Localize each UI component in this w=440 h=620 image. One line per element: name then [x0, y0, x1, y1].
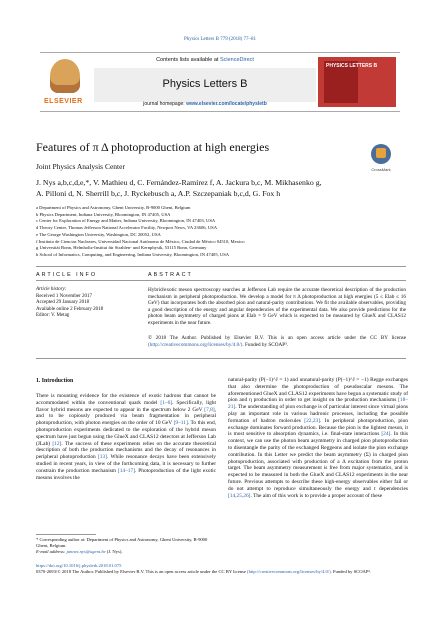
history-label: Article history:: [36, 287, 67, 292]
sciencedirect-link[interactable]: ScienceDirect: [219, 57, 254, 63]
body-text: . Specifically, light flavor hybrid mesons are expected to appear in the spectrum below 2 GeV: [36, 399, 217, 413]
email-line: E-mail address: jannes.nys@ugent.be (J. Nys).: [36, 549, 123, 555]
body-text: . Photoproduction of the light exotic mesons involves the: [36, 467, 216, 481]
affiliation-c: c Center for Exploration of Energy and Matter, Indiana University, Bloomington, IN 47403, USA: [36, 218, 216, 224]
intro-column-right: [228, 377, 408, 499]
citation-link[interactable]: [9–11]: [173, 420, 188, 427]
footnote-rule: [36, 534, 96, 535]
article-title: Features of π Δ photoproduction at high energies: [36, 140, 270, 154]
body-text: . While resonance decays have been extensively studied in recent years, in view of the forthcoming data, it is necessary to further constrain the production mechanism: [36, 454, 216, 474]
intro-column-left: [36, 393, 216, 481]
journal-cover-text: PHYSICS LETTERS B: [326, 63, 378, 69]
received-date: Received 1 November 2017: [36, 293, 92, 299]
citation-link[interactable]: [14–17]: [117, 467, 135, 474]
body-text: . In peripheral photoproduction, pion exchange dominates forward production. Because the pion is the lightest meson, it is most sensitive to absorption dynamics, i.e. final-state interactions: [228, 417, 408, 438]
elsevier-tree-icon: [50, 59, 80, 93]
affiliation-g: g Universität Bonn, Helmholtz-Institut für Strahlen- und Kernphysik, 53115 Bonn, Germany: [36, 245, 207, 251]
citation-link[interactable]: [24]: [381, 431, 391, 438]
citation-link[interactable]: [14,25,26]: [228, 492, 251, 499]
authors-line-2: A. Pilloni d, N. Sherrill b,c, J. Ryckebusch a, A.P. Szczepaniak b,c,d, G. Fox h: [36, 189, 281, 198]
affiliation-e: e The George Washington University, Washington, DC 20052, USA: [36, 231, 161, 237]
elsevier-wordmark: ELSEVIER: [44, 98, 83, 105]
journal-citation[interactable]: Physics Letters B 779 (2018) 77–81: [183, 37, 257, 42]
corresponding-author: * Corresponding author at: Department of Physics and Astronomy, Ghent University, B-9000 Ghent, Belgium.: [36, 537, 208, 549]
section-title: 1. Introduction: [36, 378, 74, 384]
elsevier-logo[interactable]: [44, 57, 86, 107]
citation-link[interactable]: [7,8]: [204, 406, 215, 413]
citation-link[interactable]: [22,23]: [304, 417, 321, 424]
affiliation-a: a Department of Physics and Astronomy, Ghent University, B-9000 Ghent, Belgium: [36, 205, 191, 210]
abstract-heading: ABSTRACT: [148, 272, 193, 278]
body-text: . To this end, photoproduction experiments dedicated to the exploration of the hybrid meson spectrum have just begun using the GlueX and CLAS12 detectors at Jefferson Lab (JLab): [36, 420, 216, 447]
body-text: . The aim of this work is to provide a proper account of these: [250, 492, 383, 499]
contents-prefix: Contents lists available at: [156, 57, 219, 63]
citation-link[interactable]: [18–21]: [228, 397, 408, 411]
affiliation-f: f Instituto de Ciencias Nucleares, Universidad Nacional Autónoma de México, Ciudad de México 04510, Mexico: [36, 238, 245, 244]
body-text: . The understanding of pion exchange is of particular interest since virtual pions play an important role in various hadronic processes, including the possible formation of hadron molecules: [228, 404, 408, 424]
authors-line-1: J. Nys a,b,c,d,e,*, V. Mathieu d, C. Fernández-Ramírez f, A. Jackura b,c, M. Mikhasenko g,: [36, 178, 322, 187]
email-link[interactable]: jannes.nys@ugent.be: [66, 549, 106, 555]
collaboration-name: Joint Physics Analysis Center: [36, 162, 125, 171]
body-text: There is mounting evidence for the existence of exotic hadrons that cannot be accommodated within the conventional quark model: [36, 393, 216, 406]
article-info-heading: ARTICLE INFO: [36, 272, 98, 278]
journal-homepage: journal homepage: www.elsevier.com/locate/physletb: [143, 101, 267, 107]
homepage-link[interactable]: www.elsevier.com/locate/physletb: [186, 101, 267, 107]
license-link[interactable]: (http://creativecommons.org/licenses/by/4.0/): [148, 341, 243, 348]
abstract-text: Hybrid/exotic meson spectroscopy searches at Jefferson Lab require the accurate theoretical description of the production mechanism in peripheral photoproduction. We develop a model for π Δ photoproduction at high energies (5 ≤ Elab ≤ 16 GeV) that incorporates both the absorbed pion and natural-parity contributions. We fit the available observables, providing a good description of the energy and angular dependencies of the experimental data. We also provide predictions for the photon beam asymmetry of charged pions at Elab = 9 GeV which is expected to be measured by GlueX and CLAS12 experiments in the near future.: [148, 287, 406, 326]
affiliation-h: h School of Informatics, Computing, and Engineering, Indiana University, Bloomington, IN 47405, USA: [36, 251, 230, 257]
body-text: natural-parity (P(−1)^J = 1) and unnatural-parity (P(−1)^J = −1) Regge exchanges that also determine the photoproduction of pseudoscalar mesons. The aforementioned GlueX and CLAS12 experiments have begun a systematic study of pion and η production in order to get insight on the production mechanisms: [228, 377, 408, 404]
license-link[interactable]: (http://creativecommons.org/licenses/by/4.0/): [247, 569, 331, 575]
citation-link[interactable]: [12]: [52, 440, 62, 447]
divider: [36, 358, 406, 359]
journal-cover: [318, 57, 396, 107]
author-list: [36, 177, 406, 199]
journal-name: Physics Letters B: [162, 78, 248, 90]
crossmark-label: CrossMark: [371, 167, 391, 172]
body-text: , and to be copiously produced via beam fragmentation in peripheral photoproduction, with photon energies on the order of 10 GeV: [36, 406, 216, 427]
divider: [36, 280, 406, 281]
journal-masthead: [40, 52, 400, 112]
citation-link[interactable]: [1–6]: [160, 399, 173, 406]
article-history: [36, 287, 146, 320]
abstract-copyright: © 2018 The Author. Published by Elsevier B.V. This is an open access article under the CC BY license (http://creativecommons.org/licenses/by/4.0/). Funded by SCOAP³.: [148, 335, 406, 348]
affiliations: [36, 205, 406, 259]
citation-link[interactable]: [13]: [97, 454, 107, 461]
body-text: . In this context, we can use the photon beam asymmetry in charged pion photoproduction to disentangle the parity of the exchanged Reggeons and isolate the pion exchange contribution. In this Letter we predict the beam asymmetry (Σ) in charged pion photoproduction, associated with production of a Δ excitation from the proton target. The beam asymmetry measurement is free from major systematics, and is expected to be measured in both the GlueX and CLAS12 experiments in the near future. Previous attempts to describe these high-energy observables either fail or do not attempt to reproduce simultaneously the energy and t dependencies: [228, 431, 408, 492]
bottom-matter: [36, 563, 406, 575]
affiliation-b: b Physics Department, Indiana University, Bloomington, IN 47405, USA: [36, 211, 171, 217]
affiliation-d: d Theory Center, Thomas Jefferson National Accelerator Facility, Newport News, VA 23606, USA: [36, 225, 218, 231]
contents-line: [100, 57, 310, 63]
footnote: [36, 537, 216, 556]
doi-link[interactable]: https://doi.org/10.1016/j.physletb.2018.01.075: [36, 563, 122, 568]
divider: [36, 266, 406, 267]
issn-line: 0370-2693/© 2018 The Author. Published by Elsevier B.V. This is an open access article under the CC BY license (http://creativecommons.org/licenses/by/4.0/). Funded by SCOAP³.: [36, 569, 371, 575]
crossmark-bookmark-icon: [376, 148, 386, 158]
editor: Editor: V. Metag: [36, 313, 70, 319]
accepted-date: Accepted 29 January 2018: [36, 300, 90, 306]
body-text: . The success of these experiments relies on the accurate theoretical description of both the production mechanisms and the decay of resonances in peripheral photoproduction: [36, 440, 216, 461]
online-date: Available online 2 February 2018: [36, 306, 104, 312]
